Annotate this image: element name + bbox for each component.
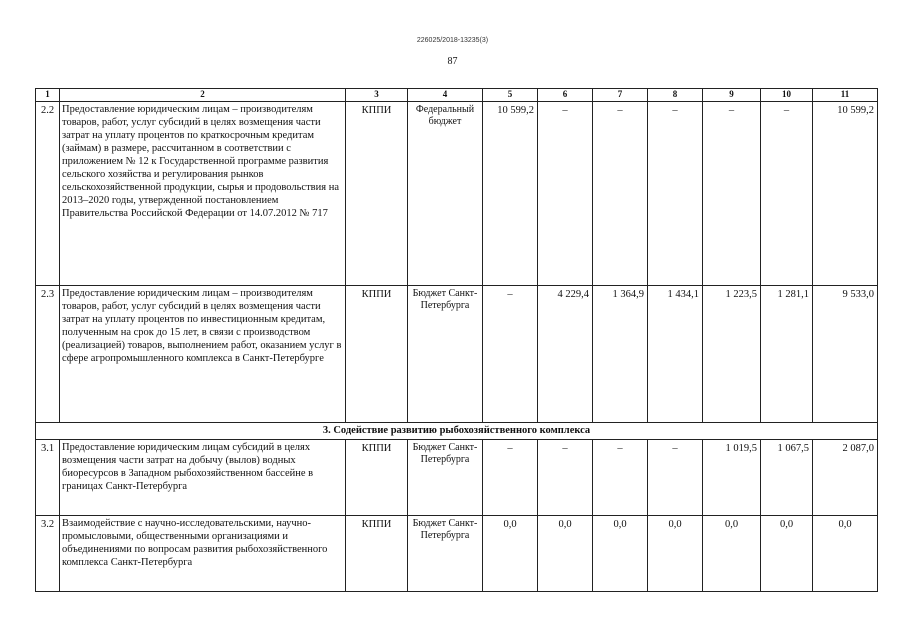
- value-col9: 0,0: [703, 516, 761, 592]
- row-number: 3.2: [36, 516, 60, 592]
- table-row: [36, 516, 878, 592]
- column-header: 3: [346, 89, 408, 102]
- activity-description: Предоставление юридическим лицам субсидий в целях возмещения части затрат на добычу (вылов) водных биоресурсов в Западном рыбохозяйственном бассейне в границах Санкт-Петербурга: [60, 440, 346, 516]
- value-col6: 0,0: [538, 516, 593, 592]
- table-header-row: [36, 89, 878, 102]
- activity-description: Предоставление юридическим лицам – производителям товаров, работ, услуг субсидий в целях возмещения части затрат на уплату процентов по инвестиционным кредитам, полученным на срок до 15 лет, в связи с производством (реализацией) товаров, выполнением работ, оказанием услуг в сфере агропромышленного комплекса в Санкт-Петербурге: [60, 286, 346, 423]
- column-header: 6: [538, 89, 593, 102]
- value-col7: –: [593, 102, 648, 286]
- column-header: 10: [761, 89, 813, 102]
- row-number: 3.1: [36, 440, 60, 516]
- funding-source: [408, 516, 483, 592]
- value-col11: 10 599,2: [813, 102, 878, 286]
- activity-description: Взаимодействие с научно-исследовательскими, научно-промысловыми, общественными организациями и объединениями по вопросам развития рыбохозяйственного комплекса Санкт-Петербурга: [60, 516, 346, 592]
- value-col9: –: [703, 102, 761, 286]
- program-activities-table: [35, 88, 878, 592]
- column-header: 2: [60, 89, 346, 102]
- executor: КППИ: [346, 440, 408, 516]
- value-col5: 0,0: [483, 516, 538, 592]
- funding-source-text: Федеральный бюджет: [415, 104, 475, 127]
- value-col11: 0,0: [813, 516, 878, 592]
- table-row: [36, 286, 878, 423]
- column-header: 9: [703, 89, 761, 102]
- column-header: 11: [813, 89, 878, 102]
- funding-source: [408, 286, 483, 423]
- value-col8: –: [648, 102, 703, 286]
- value-col11: 2 087,0: [813, 440, 878, 516]
- section-row: [36, 423, 878, 440]
- funding-source: [408, 440, 483, 516]
- value-col10: 1 067,5: [761, 440, 813, 516]
- value-col7: –: [593, 440, 648, 516]
- row-number: 2.2: [36, 102, 60, 286]
- value-col6: –: [538, 102, 593, 286]
- funding-source: [408, 102, 483, 286]
- value-col9: 1 019,5: [703, 440, 761, 516]
- table-row: [36, 440, 878, 516]
- column-header: 1: [36, 89, 60, 102]
- value-col9: 1 223,5: [703, 286, 761, 423]
- value-col8: –: [648, 440, 703, 516]
- value-col8: 0,0: [648, 516, 703, 592]
- row-number: 2.3: [36, 286, 60, 423]
- value-col6: 4 229,4: [538, 286, 593, 423]
- funding-source-text: Бюджет Санкт-Петербурга: [412, 442, 478, 465]
- value-col6: –: [538, 440, 593, 516]
- value-col5: 10 599,2: [483, 102, 538, 286]
- executor: КППИ: [346, 286, 408, 423]
- value-col5: –: [483, 440, 538, 516]
- document-registration-number: 226025/2018-13235(3): [416, 37, 489, 44]
- column-header: 7: [593, 89, 648, 102]
- column-header: 5: [483, 89, 538, 102]
- funding-source-text: Бюджет Санкт-Петербурга: [412, 288, 478, 311]
- table-row: [36, 102, 878, 286]
- section-title: 3. Содействие развитию рыбохозяйственного комплекса: [36, 423, 878, 440]
- value-col10: 1 281,1: [761, 286, 813, 423]
- value-col10: 0,0: [761, 516, 813, 592]
- activity-description: Предоставление юридическим лицам – производителям товаров, работ, услуг субсидий в целях возмещения части затрат на уплату процентов по краткосрочным кредитам (займам) в размере, рассчитанном в соответствии с приложением № 12 к Государственной программе развития сельского хозяйства и регулирования рынков сельскохозяйственной продукции, сырья и продовольствия на 2013–2020 годы, утвержденной постановлением Правительства Российской Федерации от 14.07.2012 № 717: [60, 102, 346, 286]
- value-col10: –: [761, 102, 813, 286]
- value-col5: –: [483, 286, 538, 423]
- value-col8: 1 434,1: [648, 286, 703, 423]
- value-col7: 1 364,9: [593, 286, 648, 423]
- executor: КППИ: [346, 516, 408, 592]
- executor: КППИ: [346, 102, 408, 286]
- value-col7: 0,0: [593, 516, 648, 592]
- page-number: 87: [447, 56, 458, 67]
- value-col11: 9 533,0: [813, 286, 878, 423]
- column-header: 4: [408, 89, 483, 102]
- funding-source-text: Бюджет Санкт-Петербурга: [412, 518, 478, 541]
- column-header: 8: [648, 89, 703, 102]
